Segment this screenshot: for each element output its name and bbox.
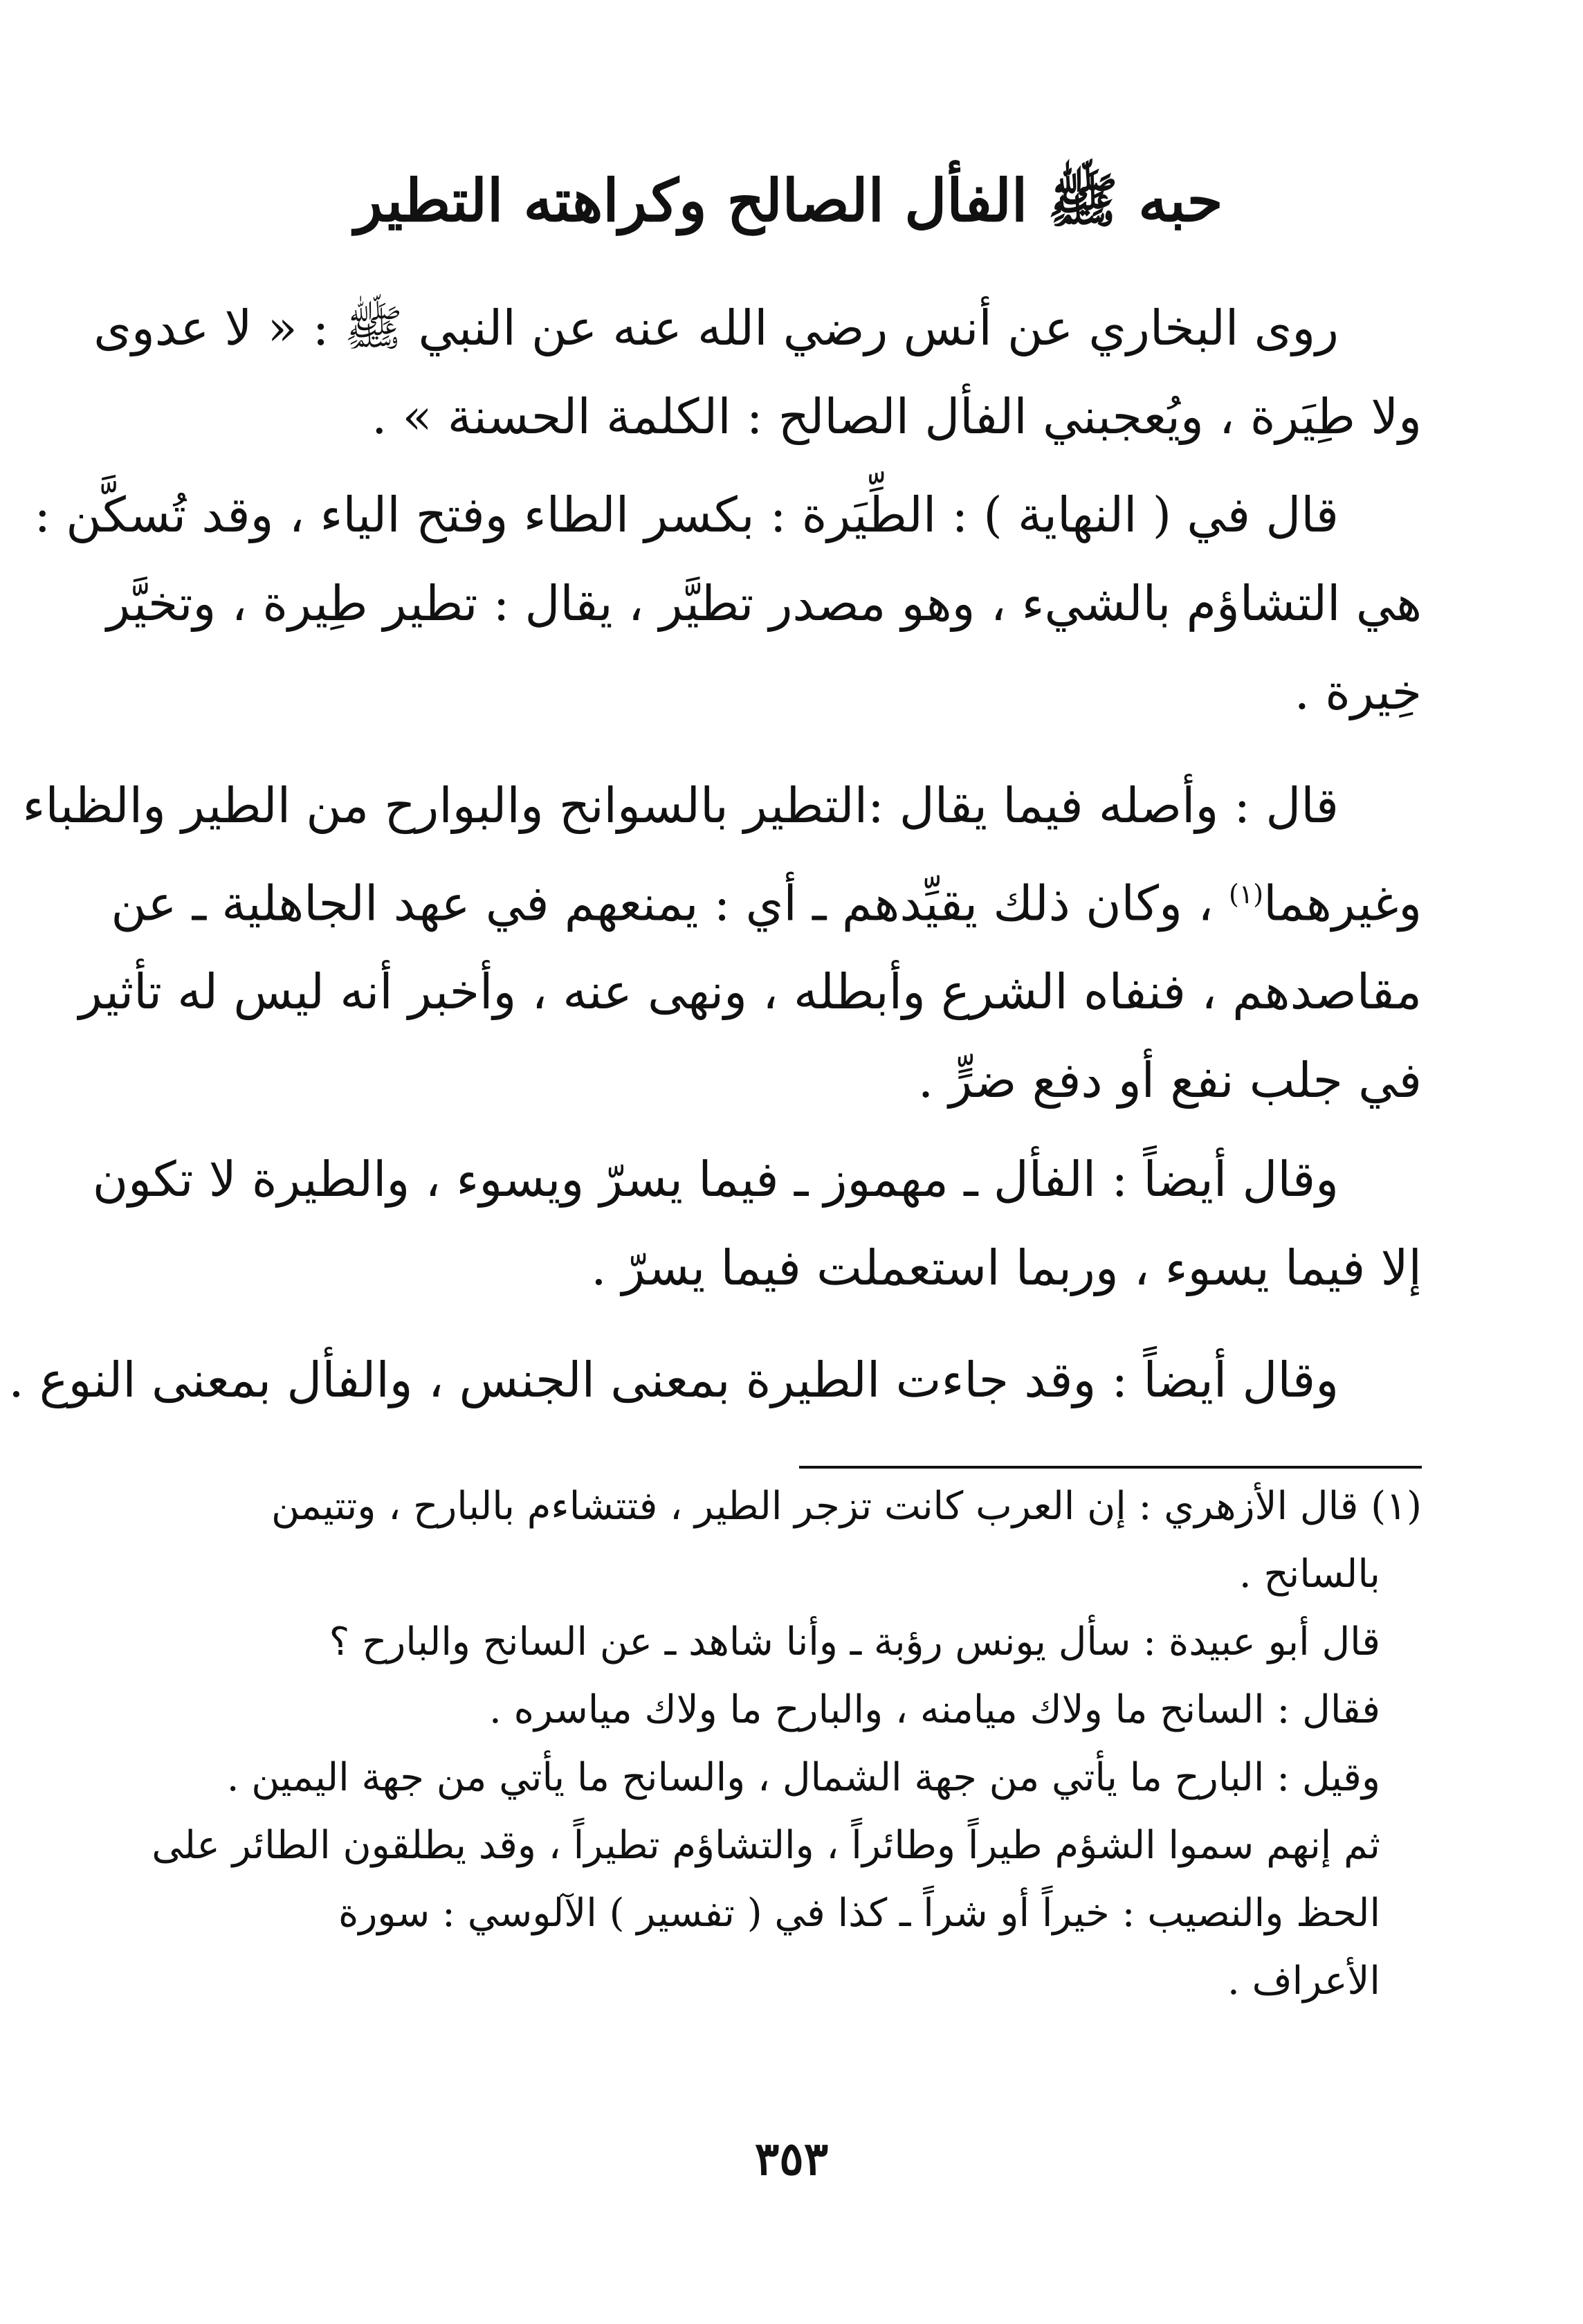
- paragraph-4: [92, 1135, 1422, 1312]
- paragraph-text: وغيرهما: [1263, 875, 1422, 932]
- paragraph-line: قال : وأصله فيما يقال :التطير بالسوانح والبوارح من الطير والظباء: [22, 777, 1339, 834]
- footnote-line: الأعراف .: [1227, 1959, 1380, 2004]
- footnote-line: بالسانح .: [1238, 1552, 1380, 1597]
- paragraph-line: خِيرة .: [1294, 664, 1422, 720]
- paragraph-text: ، وكان ذلك يقيِّدهم ـ أي : يمنعهم في عهد الجاهلية ـ عن: [111, 875, 1229, 932]
- footnote-line: قال أبو عبيدة : سأل يونس رؤبة ـ وأنا شاهد ـ عن السانح والبارح ؟: [329, 1619, 1380, 1664]
- paragraph-1: [93, 284, 1422, 461]
- paragraph-5: [8, 1336, 1422, 1424]
- footnote-line: (١) قال الأزهري : إن العرب كانت تزجر الطير ، فتتشاءم بالبارح ، وتتيمن: [271, 1484, 1422, 1529]
- paragraph-line: وقال أيضاً : الفأل ـ مهموز ـ فيما يسرّ ويسوء ، والطيرة لا تكون: [92, 1151, 1339, 1208]
- footnote-line: ثم إنهم سموا الشؤم طيراً وطائراً ، والتشاؤم تطيراً ، وقد يطلقون الطائر على: [152, 1823, 1380, 1868]
- footnote-divider: [799, 1466, 1422, 1469]
- footnote-line: فقال : السانح ما ولاك ميامنه ، والبارح ما ولاك مياسره .: [489, 1687, 1380, 1732]
- paragraph-line: هي التشاؤم بالشيء ، وهو مصدر تطيَّر ، يقال : تطير طِيرة ، وتخيَّر: [107, 575, 1422, 632]
- paragraph-line: ولا طِيَرة ، ويُعجبني الفأل الصالح : الكلمة الحسنة » .: [372, 388, 1422, 445]
- paragraph-line: [111, 850, 1422, 947]
- paragraph-3: [22, 761, 1422, 1125]
- paragraph-2: [34, 471, 1422, 736]
- paragraph-line: في جلب نفع أو دفع ضرٍّ .: [917, 1052, 1422, 1109]
- footnote-line: وقيل : البارح ما يأتي من جهة الشمال ، والسانح ما يأتي من جهة اليمين .: [226, 1755, 1380, 1800]
- paragraph-line: مقاصدهم ، فنفاه الشرع وأبطله ، ونهى عنه ، وأخبر أنه ليس له تأثير: [78, 963, 1422, 1021]
- footnote: [152, 1473, 1422, 2015]
- page-title: حبه ﷺ الفأل الصالح وكراهته التطير: [354, 166, 1223, 235]
- footnote-reference[interactable]: (١): [1229, 879, 1264, 909]
- page-number: ٣٥٣: [754, 2132, 829, 2186]
- paragraph-line: روى البخاري عن أنس رضي الله عنه عن النبي ﷺ : « لا عدوى: [93, 300, 1339, 356]
- paragraph-line: إلا فيما يسوء ، وربما استعملت فيما يسرّ .: [591, 1240, 1422, 1296]
- footnote-line: الحظ والنصيب : خيراً أو شراً ـ كذا في ( تفسير ) الآلوسي : سورة: [338, 1891, 1380, 1936]
- paragraph-line: وقال أيضاً : وقد جاءت الطيرة بمعنى الجنس ، والفأل بمعنى النوع .: [8, 1352, 1339, 1408]
- paragraph-line: قال في ( النهاية ) : الطِّيَرة : بكسر الطاء وفتح الياء ، وقد تُسكَّن :: [34, 487, 1339, 543]
